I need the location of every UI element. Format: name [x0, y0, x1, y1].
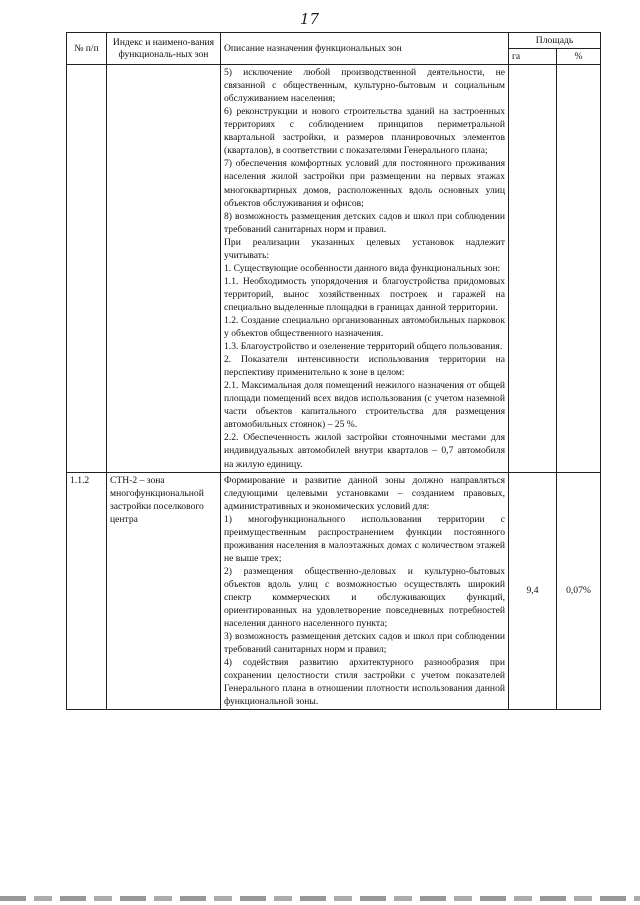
- header-area: Площадь: [509, 33, 601, 49]
- description-paragraph: 4) содействия развитию архитектурного разнообразия при сохранении целостности стиля застройки с учетом показателей Генерального плана в отношении плотности использования данной функциональной зоны.: [224, 657, 505, 708]
- description-paragraph: 2. Показатели интенсивности использования территории на перспективу применительно к зоне в целом:: [224, 354, 505, 379]
- description-paragraph: 7) обеспечения комфортных условий для постоянного проживания населения жилой застройки при размещении на первых этажах многоквартирных домов, расположенных вдоль основных улиц объектов обслуживания и офисов;: [224, 158, 505, 209]
- header-percent: %: [557, 49, 601, 65]
- cell-description: [221, 65, 509, 472]
- description-paragraph: 6) реконструкции и нового строительства зданий на застроенных территориях с соблюдением принципов периметральной квартальной застройки, и размеров планировочных элементов (кварталов), в соответствии с показателями Генерального плана;: [224, 106, 505, 157]
- cell-num: 1.1.2: [67, 472, 107, 710]
- description-paragraph: 2.1. Максимальная доля помещений нежилого назначения от общей площади помещений всех видов использования (с учетом наземной части объектов капитального строительства для размещения автомобильных стоянок) – 25 %.: [224, 380, 505, 431]
- description-paragraph: 1. Существующие особенности данного вида функциональных зон:: [224, 262, 501, 274]
- description-paragraph: 2.2. Обеспеченность жилой застройки стояночными местами для индивидуальных автомобилей внутри кварталов – 0,7 автомобиля на жилую единицу.: [224, 432, 505, 470]
- description-paragraph: 1.2. Создание специально организованных автомобильных парковок у объектов общественного назначения.: [224, 314, 505, 340]
- zones-table: [66, 32, 601, 710]
- table-row-zone-1-1-2: [67, 472, 601, 710]
- header-row-1: [67, 33, 601, 49]
- description-paragraph: При реализации указанных целевых установок надлежит учитывать:: [224, 236, 505, 261]
- cell-index: СТН-2 – зона многофункциональной застройки поселкового центра: [107, 472, 221, 710]
- cell-area-ha: 9,4: [509, 472, 557, 710]
- description-paragraph: 2) размещения общественно-деловых и культурно-бытовых объектов вдоль улиц с возможностью осуществлять широкий спектр коммерческих и обслуживающих функций, ориентированных на удовлетворение повседневных потребностей населения данного населенного пункта;: [224, 565, 505, 630]
- header-index: Индекс и наимено-вания функциональ-ных зон: [107, 33, 221, 65]
- cell-index: [107, 65, 221, 472]
- cell-num: [67, 65, 107, 472]
- scan-edge-artifact: [0, 896, 640, 901]
- cell-area-ha: [509, 65, 557, 472]
- header-ha: га: [509, 49, 557, 65]
- cell-area-percent: [557, 65, 601, 472]
- description-paragraph: 3) возможность размещения детских садов и школ при соблюдении требований санитарных норм и правил;: [224, 631, 505, 656]
- description-paragraph: 1.1. Необходимость упорядочения и благоустройства придомовых территорий, вынос хозяйственных построек и гаражей на специально выделенные площадки в границах данной территории.: [224, 275, 505, 313]
- cell-area-percent: 0,07%: [557, 472, 601, 710]
- description-paragraph: 8) возможность размещения детских садов и школ при соблюдении требований санитарных норм и правил.: [224, 210, 505, 235]
- description-paragraph: 1) многофункционального использования территории с преимущественным распространением функции постоянного проживания населения в малоэтажных домах с количеством этажей не выше трех;: [224, 513, 505, 564]
- header-description: Описание назначения функциональных зон: [221, 33, 509, 65]
- header-num: № п/п: [67, 33, 107, 65]
- page-number: 17: [300, 10, 320, 28]
- description-paragraph: 1.3. Благоустройство и озеленение территорий общего пользования.: [224, 341, 503, 353]
- description-paragraph: 5) исключение любой производственной деятельности, не связанной с общественным, культурно-бытовым и социальным обслуживанием населения;: [224, 67, 505, 105]
- cell-description: [221, 472, 509, 710]
- table-row-continuation: [67, 65, 601, 472]
- description-paragraph: Формирование и развитие данной зоны должно направляться следующими целевыми установками – созданием правовых, административных и экономических условий для:: [224, 474, 505, 512]
